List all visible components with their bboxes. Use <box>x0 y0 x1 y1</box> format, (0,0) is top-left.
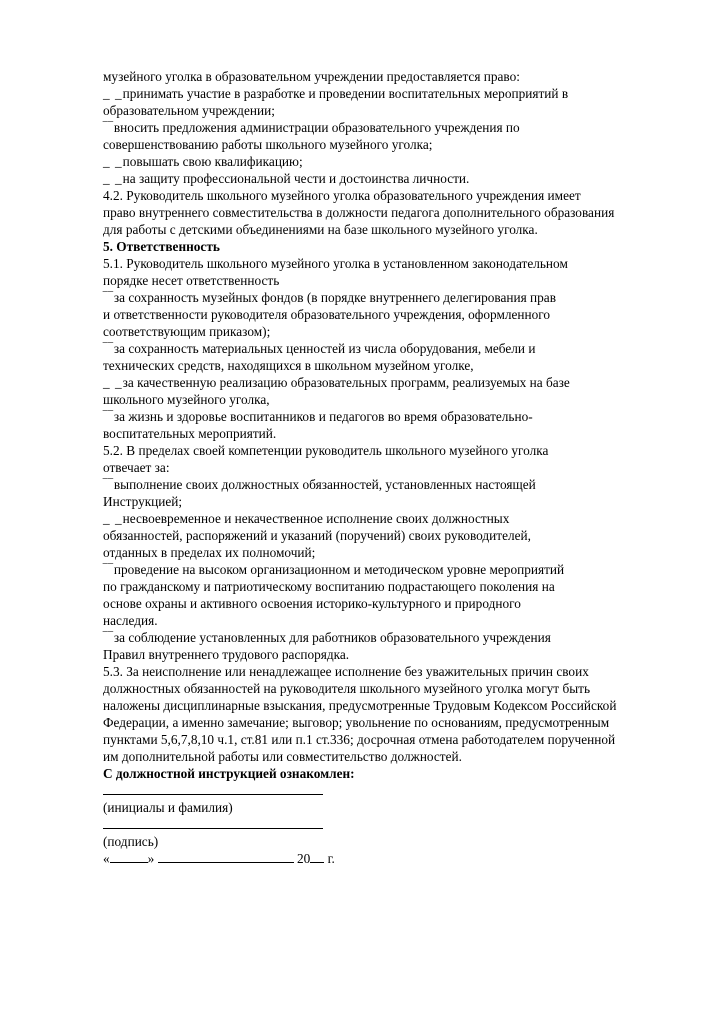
list-item <box>103 119 703 136</box>
list-item-text: проведение на высоком организационном и методическом уровне мероприятий <box>113 562 565 577</box>
bullet-marker: ‾‾ <box>103 290 114 305</box>
list-item-text: за качественную реализацию образовательных программ, реализуемых на базе <box>122 375 570 390</box>
list-item <box>103 476 703 493</box>
list-item <box>103 510 703 527</box>
list-item-text: за жизнь и здоровье воспитанников и педагогов во время образовательно- <box>113 409 533 424</box>
name-blank <box>103 782 323 795</box>
text-line: 5.3. За неисполнение или ненадлежащее исполнение без уважительных причин своих <box>103 664 589 679</box>
text-line: порядке несет ответственность <box>103 273 280 288</box>
signature-line-name <box>103 782 703 799</box>
text-line: пунктами 5,6,7,8,10 ч.1, ст.81 или п.1 ст.336; досрочная отмена работодателем порученной <box>103 732 616 747</box>
date-quote-open: « <box>103 851 110 866</box>
text-line: 5.1. Руководитель школьного музейного уголка в установленном законодательном <box>103 256 568 271</box>
text-line: по гражданскому и патриотическому воспитанию подрастающего поколения на <box>103 579 555 594</box>
text-line: школьного музейного уголка, <box>103 392 270 407</box>
text-line: отданных в пределах их полномочий; <box>103 545 316 560</box>
bullet-marker: _ _ <box>103 171 123 186</box>
list-item-text: на защиту профессиональной чести и достоинства личности. <box>122 171 470 186</box>
text-line: им дополнительной работы или совместительство должностей. <box>103 749 462 764</box>
bullet-marker: ‾‾ <box>103 120 114 135</box>
list-item-text: выполнение своих должностных обязанностей, установленных настоящей <box>113 477 536 492</box>
list-item-text: за сохранность музейных фондов (в порядке внутреннего делегирования прав <box>113 290 556 305</box>
bullet-marker: _ _ <box>103 511 123 526</box>
text-line: Правил внутреннего трудового распорядка. <box>103 647 350 662</box>
name-caption: (инициалы и фамилия) <box>103 800 233 815</box>
text-line: и ответственности руководителя образовательного учреждения, оформленного <box>103 307 551 322</box>
text-line: образовательном учреждении; <box>103 103 275 118</box>
acknowledgement-heading: С должностной инструкцией ознакомлен: <box>103 766 355 781</box>
list-item <box>103 561 703 578</box>
signature-caption: (подпись) <box>103 834 159 849</box>
bullet-marker: ‾‾ <box>103 477 114 492</box>
date-line <box>103 850 703 867</box>
signature-blank <box>103 816 323 829</box>
text-line: наследия. <box>103 613 158 628</box>
text-line: отвечает за: <box>103 460 170 475</box>
list-item <box>103 170 703 187</box>
list-item <box>103 85 703 102</box>
text-line: право внутреннего совместительства в должности педагога дополнительного образования <box>103 205 615 220</box>
list-item <box>103 153 703 170</box>
text-line: для работы с детскими объединениями на базе школьного музейного уголка. <box>103 222 538 237</box>
list-item-text: за соблюдение установленных для работников образовательного учреждения <box>113 630 551 645</box>
bullet-marker: ‾‾ <box>103 341 114 356</box>
bullet-marker: _ _ <box>103 375 123 390</box>
list-item <box>103 408 703 425</box>
text-line: Инструкцией; <box>103 494 183 509</box>
text-line: наложены дисциплинарные взыскания, предусмотренные Трудовым Кодексом Российской <box>103 698 617 713</box>
bullet-marker: _ _ <box>103 154 123 169</box>
list-item <box>103 629 703 646</box>
date-quote-close: » <box>147 851 155 866</box>
list-item-text: несвоевременное и некачественное исполнение своих должностных <box>122 511 510 526</box>
signature-line-sign <box>103 816 703 833</box>
text-line: должностных обязанностей на руководителя школьного музейного уголка могут быть <box>103 681 591 696</box>
bullet-marker: ‾‾ <box>103 630 114 645</box>
text-line: основе охраны и активного освоения историко-культурного и природного <box>103 596 521 611</box>
section-heading: 5. Ответственность <box>103 239 220 254</box>
month-blank <box>158 850 294 863</box>
year-suffix: г. <box>327 851 335 866</box>
list-item-text: принимать участие в разработке и проведении воспитательных мероприятий в <box>122 86 569 101</box>
text-line: обязанностей, распоряжений и указаний (поручений) своих руководителей, <box>103 528 531 543</box>
bullet-marker: ‾‾ <box>103 409 114 424</box>
list-item <box>103 289 703 306</box>
text-line: воспитательных мероприятий. <box>103 426 277 441</box>
text-line: музейного уголка в образовательном учреждении предоставляется право: <box>103 69 520 84</box>
text-line: 5.2. В пределах своей компетенции руководитель школьного музейного уголка <box>103 443 549 458</box>
text-line: технических средств, находящихся в школьном музейном уголке, <box>103 358 474 373</box>
text-line: 4.2. Руководитель школьного музейного уголка образовательного учреждения имеет <box>103 188 581 203</box>
text-line: совершенствованию работы школьного музейного уголка; <box>103 137 433 152</box>
bullet-marker: _ _ <box>103 86 123 101</box>
list-item-text: вносить предложения администрации образовательного учреждения по <box>113 120 520 135</box>
text-line: соответствующим приказом); <box>103 324 271 339</box>
bullet-marker: ‾‾ <box>103 562 114 577</box>
day-blank <box>110 850 148 863</box>
list-item <box>103 340 703 357</box>
text-line: Федерации, а именно замечание; выговор; увольнение по основаниям, предусмотренным <box>103 715 610 730</box>
list-item-text: повышать свою квалификацию; <box>122 154 303 169</box>
list-item-text: за сохранность материальных ценностей из числа оборудования, мебели и <box>113 341 536 356</box>
year-prefix: 20 <box>296 851 311 866</box>
list-item <box>103 374 703 391</box>
document-page <box>103 68 703 867</box>
year-blank <box>310 850 324 863</box>
